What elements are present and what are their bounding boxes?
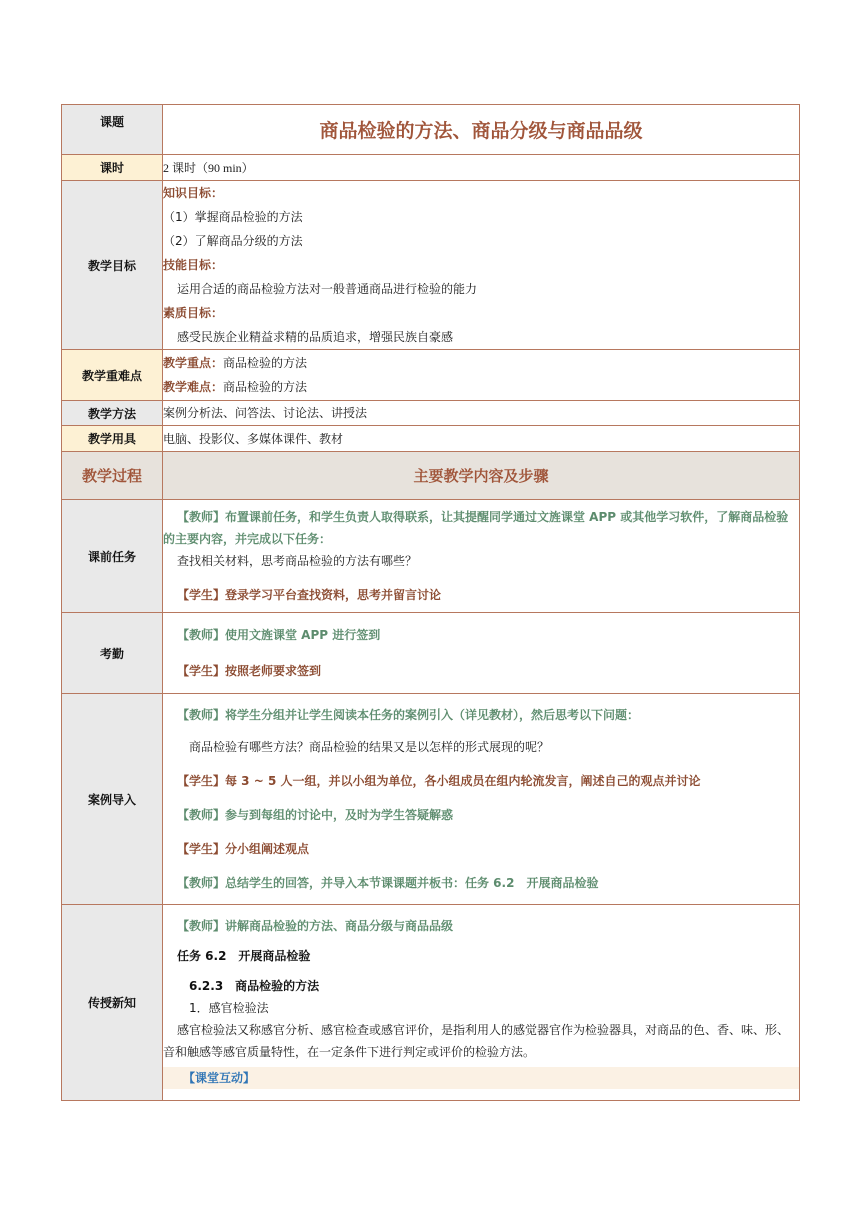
tools-value: 电脑、投影仪、多媒体课件、教材 [163,426,800,452]
keypoints-label: 教学重难点 [62,350,163,401]
focus-heading: 教学重点： [163,356,224,370]
attendance-teacher: 【教师】使用文旌课堂 APP 进行签到 [177,628,381,642]
topic-label: 课题 [62,105,163,155]
difficulty-value: 商品检验的方法 [223,380,308,394]
methods-value: 案例分析法、问答法、讨论法、讲授法 [163,401,800,426]
knowledge-item-2: （2）了解商品分级的方法 [163,234,303,248]
topic-title: 商品检验的方法、商品分级与商品品级 [163,105,800,155]
teach-section: 6.2.3 商品检验的方法 [189,979,320,993]
attendance-content [163,613,800,694]
pretask-content [163,500,800,613]
pretask-task: 查找相关材料，思考商品检验的方法有哪些？ [177,554,418,568]
case-teacher-3: 【教师】总结学生的回答，并导入本节课课题并板书：任务 6.2 开展商品检验 [177,876,599,890]
teach-content [163,905,800,1101]
case-question: 商品检验有哪些方法？商品检验的结果又是以怎样的形式展现的呢？ [189,740,550,754]
skill-heading: 技能目标： [163,258,224,272]
case-label: 案例导入 [62,694,163,905]
pretask-label: 课前任务 [62,500,163,613]
attendance-label: 考勤 [62,613,163,694]
goals-content [163,181,800,350]
knowledge-item-1: （1）掌握商品检验的方法 [163,210,303,224]
focus-value: 商品检验的方法 [223,356,308,370]
difficulty-heading: 教学难点： [163,380,224,394]
quality-heading: 素质目标： [163,306,224,320]
case-teacher-1: 【教师】将学生分组并让学生阅读本任务的案例引入（详见教材），然后思考以下问题： [177,708,640,722]
knowledge-heading: 知识目标： [163,186,224,200]
case-teacher-2: 【教师】参与到每组的讨论中，及时为学生答疑解惑 [177,808,454,822]
quality-item-1: 感受民族企业精益求精的品质追求，增强民族自豪感 [177,330,454,344]
process-main-heading: 主要教学内容及步骤 [163,452,800,500]
case-content [163,694,800,905]
teach-paragraph: 感官检验法又称感官分析、感官检查或感官评价，是指利用人的感觉器官作为检验器具，对商品的色、香、味、形、音和触感等感官质量特性，在一定条件下进行判定或评价的检验方法。 [163,1023,790,1059]
goals-label: 教学目标 [62,181,163,350]
classroom-interactive: 【课堂互动】 [163,1067,799,1089]
teach-item-1: 1．感官检验法 [189,1001,269,1015]
teach-teacher: 【教师】讲解商品检验的方法、商品分级与商品品级 [177,919,454,933]
attendance-student: 【学生】按照老师要求签到 [177,664,322,678]
pretask-teacher: 【教师】布置课前任务，和学生负责人取得联系，让其提醒同学通过文旌课堂 APP 或其他学习软件，了解商品检验的主要内容，并完成以下任务： [163,510,789,546]
lesson-plan-table [61,104,800,1101]
hours-label: 课时 [62,155,163,181]
methods-label: 教学方法 [62,401,163,426]
skill-item-1: 运用合适的商品检验方法对一般普通商品进行检验的能力 [177,282,478,296]
process-label: 教学过程 [62,452,163,500]
case-student-2: 【学生】分小组阐述观点 [177,842,310,856]
tools-label: 教学用具 [62,426,163,452]
teach-label: 传授新知 [62,905,163,1101]
hours-value: 2 课时（90 min） [163,155,800,181]
teach-task-title: 任务 6.2 开展商品检验 [177,949,311,963]
pretask-student: 【学生】登录学习平台查找资料，思考并留言讨论 [177,588,442,602]
keypoints-content [163,350,800,401]
case-student-1: 【学生】每 3 ~ 5 人一组，并以小组为单位，各小组成员在组内轮流发言，阐述自己的观点并讨论 [177,774,701,788]
